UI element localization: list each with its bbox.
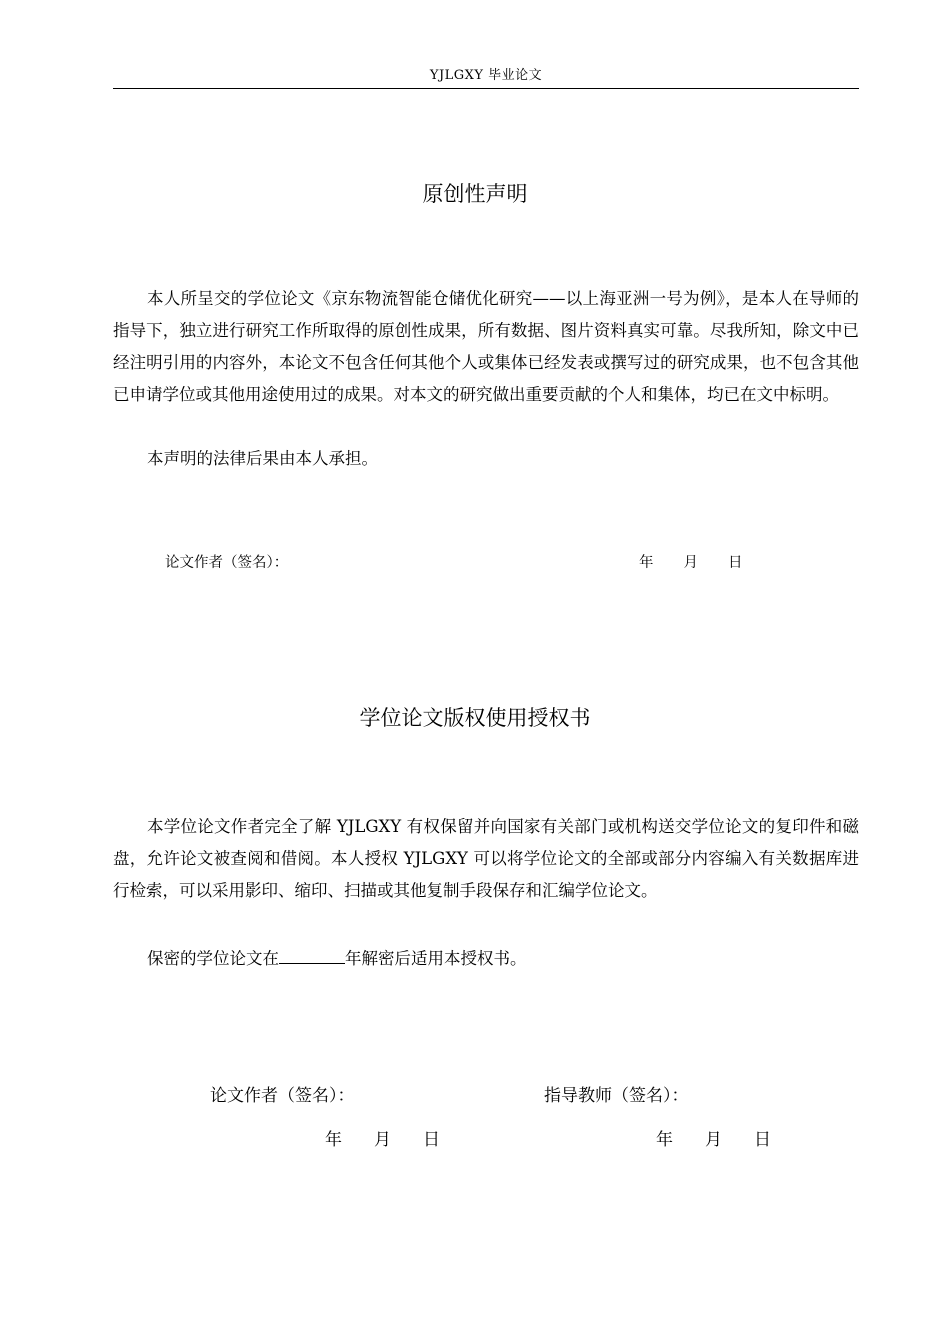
date-month: 月 [683, 555, 698, 571]
author-date [325, 1129, 440, 1151]
advisor-signature-label: 指导教师（签名）： [544, 1086, 689, 1106]
confidential-text-after: 年解密后适用本授权书。 [345, 949, 527, 968]
date-month: 月 [374, 1130, 391, 1150]
date-month: 月 [705, 1130, 722, 1150]
date-year: 年 [656, 1130, 673, 1150]
page-header: YJLGXY 毕业论文 [113, 64, 859, 89]
date-year: 年 [325, 1130, 342, 1150]
date-day: 日 [754, 1130, 771, 1150]
advisor-date [656, 1129, 771, 1151]
confidential-paragraph [113, 943, 859, 975]
date-day: 日 [423, 1130, 440, 1150]
originality-paragraph: 本人所呈交的学位论文《京东物流智能仓储优化研究——以上海亚洲一号为例》，是本人在导师的指导下，独立进行研究工作所取得的原创性成果，所有数据、图片资料真实可靠。尽我所知，除文中已经注明引用的内容外，本论文不包含任何其他个人或集体已经发表或撰写过的研究成果，也不包含其他已申请学位或其他用途使用过的成果。对本文的研究做出重要贡献的个人和集体，均已在文中标明。 [113, 289, 859, 404]
date-day: 日 [728, 555, 743, 571]
confidential-years-blank [279, 945, 345, 964]
authorization-paragraph: 本学位论文作者完全了解 YJLGXY 有权保留并向国家有关部门或机构送交学位论文的复印件和磁盘，允许论文被查阅和借阅。本人授权 YJLGXY 可以将学位论文的全部或部分内容编入有关数据库进行检索，可以采用影印、缩印、扫描或其他复制手段保存和汇编学位论文。 [113, 817, 859, 900]
date-year: 年 [639, 555, 654, 571]
authorization-title: 学位论文版权使用授权书 [359, 706, 591, 730]
originality-date [639, 553, 743, 573]
originality-author-signature-label: 论文作者（签名）： [165, 555, 289, 571]
authorization-author-signature-label: 论文作者（签名）： [210, 1086, 355, 1106]
originality-title: 原创性声明 [422, 182, 528, 206]
originality-legal-paragraph: 本声明的法律后果由本人承担。 [147, 449, 378, 468]
confidential-text-before: 保密的学位论文在 [147, 949, 279, 968]
